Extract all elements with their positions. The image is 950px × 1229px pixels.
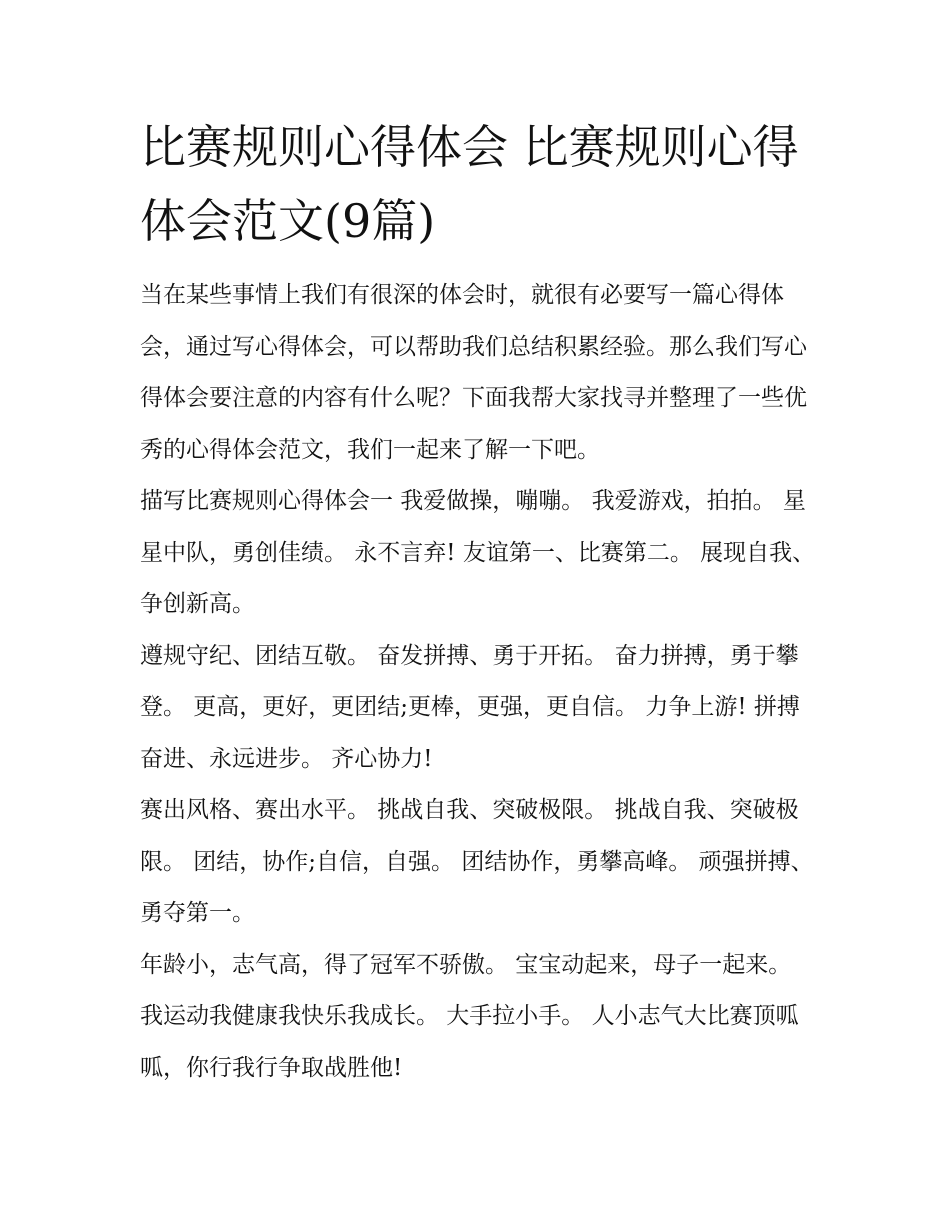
paragraph-3: 赛出风格、赛出水平。 挑战自我、突破极限。 挑战自我、突破极限。 团结，协作;自信，自强。 团结协作，勇攀高峰。 顽强拼搏、勇夺第一。 xyxy=(140,797,814,926)
paragraph-4: 年龄小，志气高，得了冠军不骄傲。 宝宝动起来，母子一起来。 我运动我健康我快乐我成长。 大手拉小手。 人小志气大比赛顶呱呱，你行我行争取战胜他! xyxy=(140,951,799,1081)
document-title: 比赛规则心得体会 比赛规则心得体会范文(9篇) xyxy=(140,120,799,248)
document-content xyxy=(140,110,820,1094)
paragraph-2: 遵规守纪、团结互敬。 奋发拼搏、勇于开拓。 奋力拼搏，勇于攀登。 更高，更好，更团结;更棒，更强，更自信。 力争上游! 拼搏奋进、永远进步。 齐心协力! xyxy=(140,642,800,772)
paragraph-1: 描写比赛规则心得体会一 我爱做操，嘣嘣。 我爱游戏，拍拍。 星星中队，勇创佳绩。 永不言弃! 友谊第一、比赛第二。 展现自我、争创新高。 xyxy=(140,488,816,617)
paragraph-intro: 当在某些事情上我们有很深的体会时，就很有必要写一篇心得体会，通过写心得体会，可以帮助我们总结积累经验。那么我们写心得体会要注意的内容有什么呢？下面我帮大家找寻并整理了一些优秀的心得体会范文，我们一起来了解一下吧。 xyxy=(140,282,807,463)
